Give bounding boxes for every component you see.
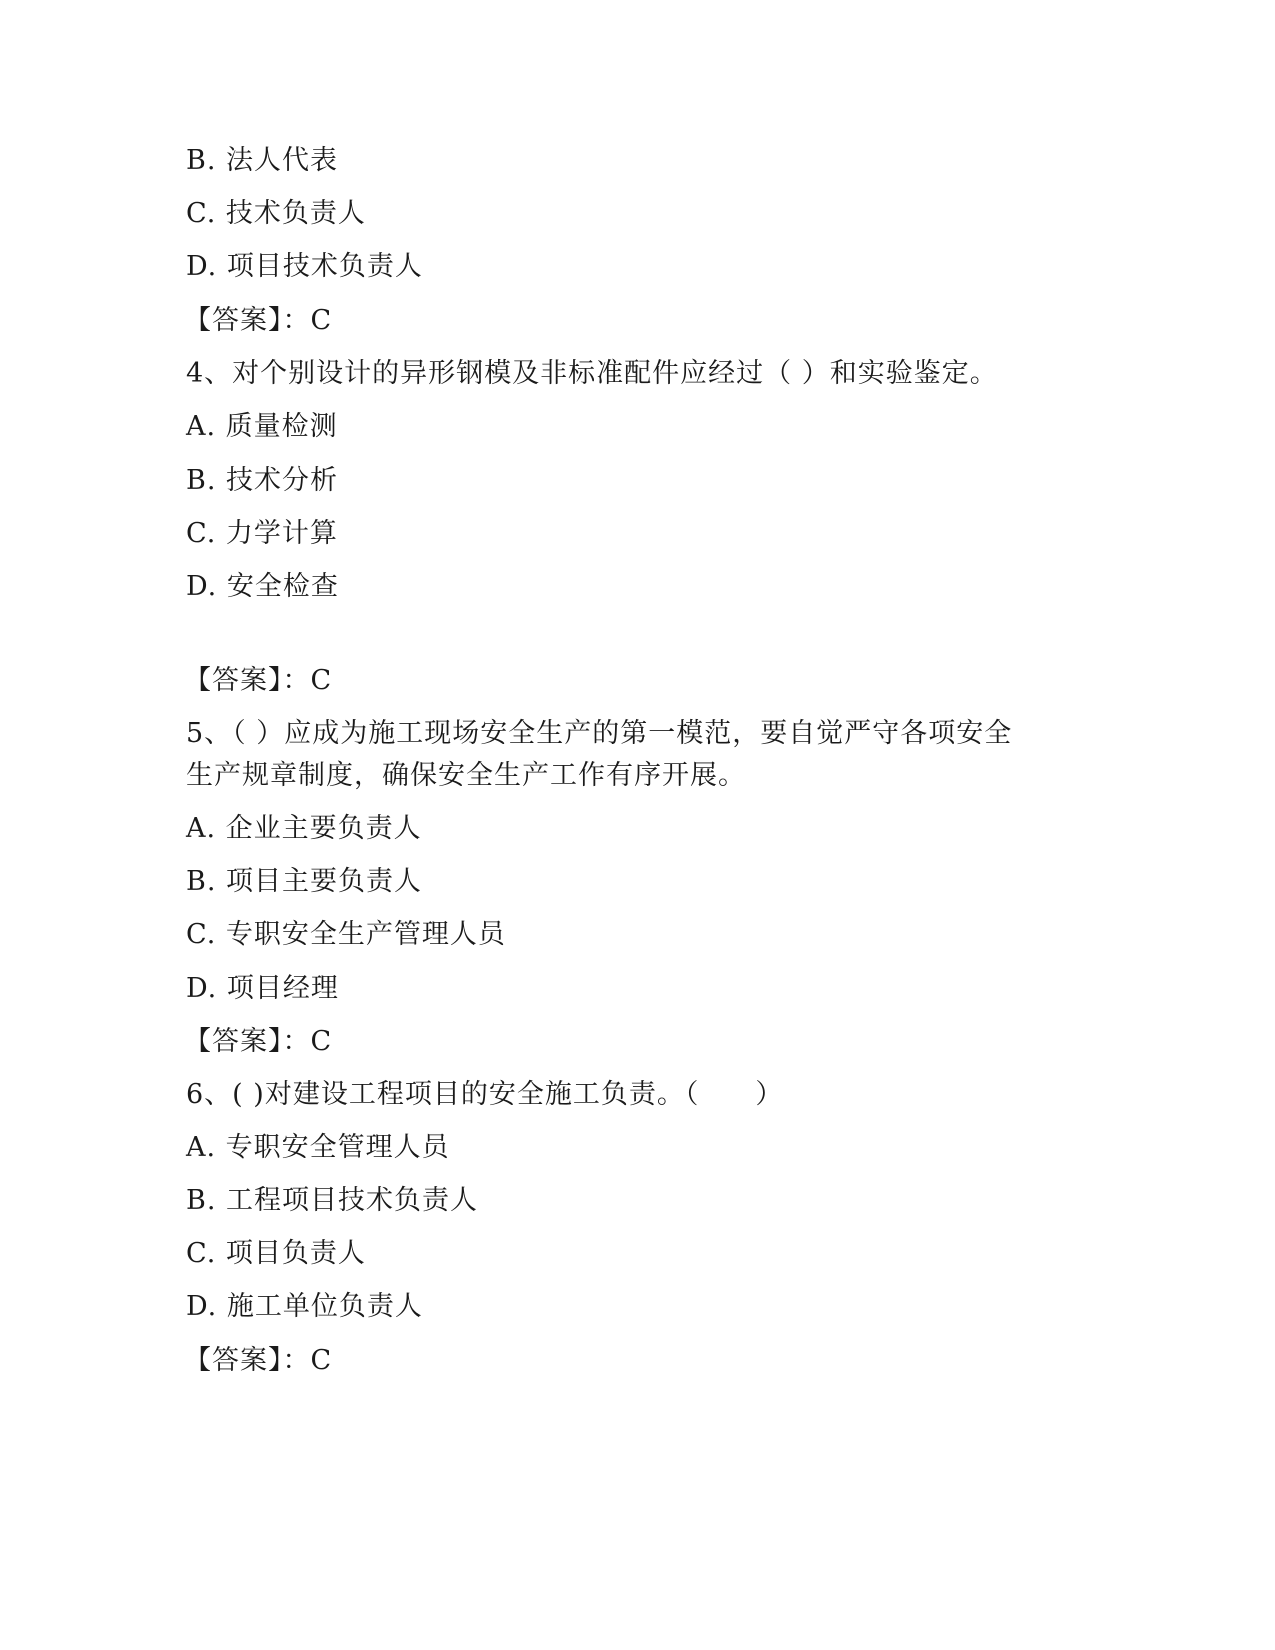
q3-option-c: C. 技术负责人 (186, 198, 366, 229)
q5-option-b: B. 项目主要负责人 (186, 866, 423, 897)
q6-answer: 【答案】：C (184, 1345, 333, 1376)
q6-option-a: A. 专职安全管理人员 (186, 1132, 450, 1163)
q3-answer: 【答案】：C (184, 305, 333, 336)
q4-answer: 【答案】：C (184, 665, 333, 696)
q6-option-b: B. 工程项目技术负责人 (186, 1185, 479, 1216)
q6-stem: 6、( )对建设工程项目的安全施工负责。（ ） (186, 1079, 784, 1110)
q4-option-c: C. 力学计算 (186, 518, 338, 549)
q5-stem-line-2: 生产规章制度，确保安全生产工作有序开展。 (186, 760, 746, 791)
q5-answer: 【答案】：C (184, 1026, 333, 1057)
q5-option-c: C. 专职安全生产管理人员 (186, 919, 506, 950)
q6-option-d: D. 施工单位负责人 (186, 1291, 423, 1322)
q3-option-d: D. 项目技术负责人 (186, 251, 423, 282)
q4-option-b: B. 技术分析 (186, 465, 339, 496)
q5-option-d: D. 项目经理 (186, 973, 339, 1004)
q4-option-a: A. 质量检测 (186, 411, 338, 442)
q3-option-b: B. 法人代表 (186, 145, 339, 176)
q6-option-c: C. 项目负责人 (186, 1238, 366, 1269)
q5-stem-line-1: 5、（ ）应成为施工现场安全生产的第一模范，要自觉严守各项安全 (186, 718, 1013, 749)
q4-stem: 4、对个别设计的异形钢模及非标准配件应经过（ ）和实验鉴定。 (186, 358, 998, 389)
q4-option-d: D. 安全检查 (186, 571, 339, 602)
q5-option-a: A. 企业主要负责人 (186, 813, 422, 844)
